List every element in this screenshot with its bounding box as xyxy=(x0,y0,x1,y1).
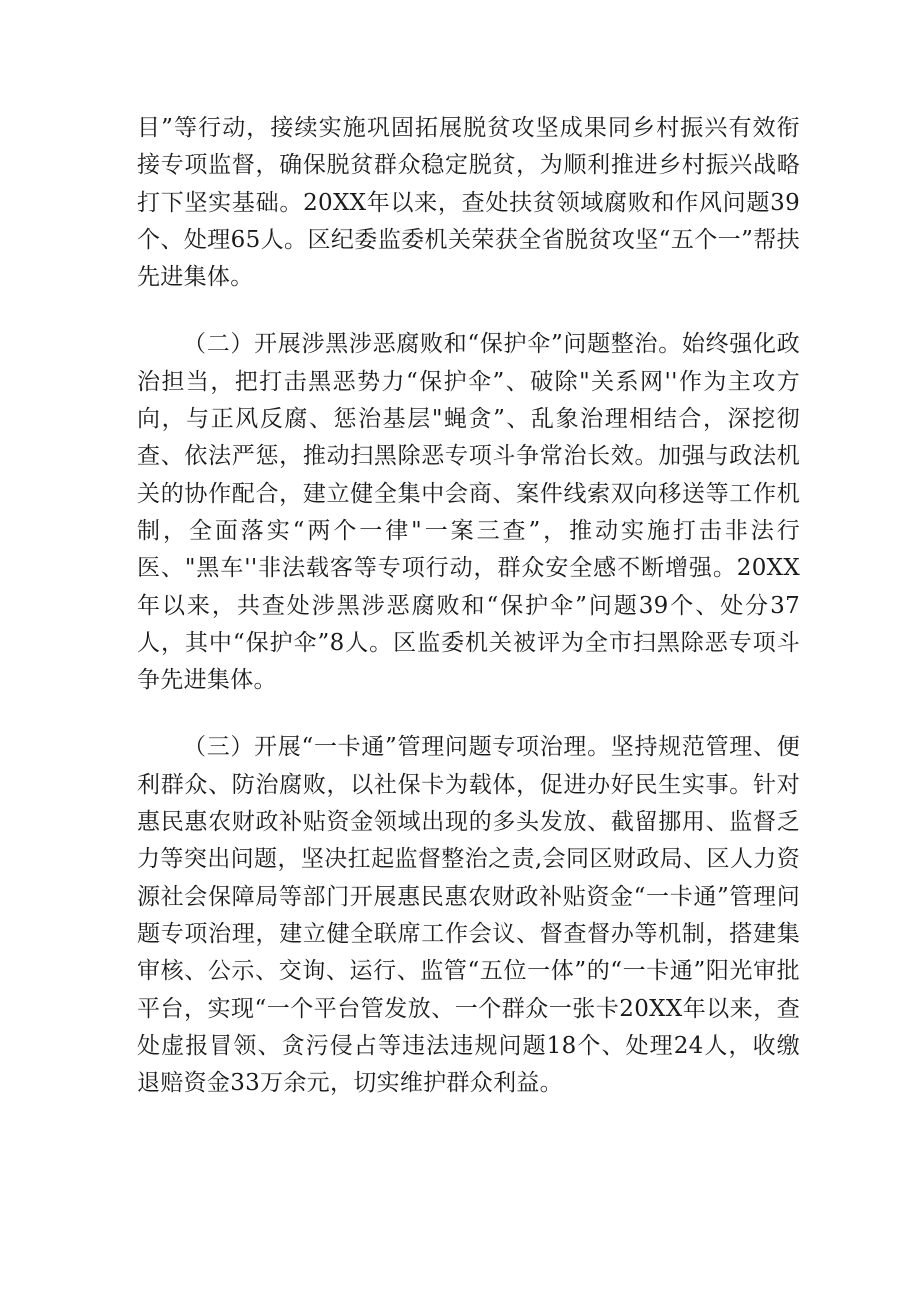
paragraph-continuation: 目”等行动，接续实施巩固拓展脱贫攻坚成果同乡村振兴有效衔接专项监督，确保脱贫群众稳定脱贫，为顺利推进乡村振兴战略打下坚实基础。20XX年以来，查处扶贫领域腐败和作风问题39个、处理65人。区纪委监委机关荣获全省脱贫攻坚“五个一”帮扶先进集体。 xyxy=(137,115,800,291)
paragraph-spacer xyxy=(137,296,800,326)
paragraph-section-2: （二）开展涉黑涉恶腐败和“保护伞”问题整治。始终强化政治担当，把打击黑恶势力“保护伞”、破除"关系网''作为主攻方向，与正风反腐、惩治基层"蝇贪”、乱象治理相结合，深挖彻查、依法严惩，推动扫黑除恶专项斗争常治长效。加强与政法机关的协作配合，建立健全集中会商、案件线索双向移送等工作机制，全面落实“两个一律"一案三查”，推动实施打击非法行医、"黑车''非法载客等专项行动，群众安全感不断增强。20XX年以来，共查处涉黑涉恶腐败和“保护伞”问题39个、处分37人，其中“保护伞”8人。区监委机关被评为全市扫黑除恶专项斗争先进集体。 xyxy=(137,331,800,694)
document-body xyxy=(137,110,800,1102)
paragraph-section-3: （三）开展“一卡通”管理问题专项治理。坚持规范管理、便利群众、防治腐败，以社保卡为载体，促进办好民生实事。针对惠民惠农财政补贴资金领域出现的多头发放、截留挪用、监督乏力等突出问题，坚决扛起监督整治之责,会同区财政局、区人力资源社会保障局等部门开展惠民惠农财政补贴资金“一卡通”管理问题专项治理，建立健全联席工作会议、督查督办等机制，搭建集审核、公示、交询、运行、监管“五位一体”的“一卡通”阳光审批平台，实现“一个平台管发放、一个群众一张卡20XX年以来，查处虚报冒领、贪污侵占等违法违规问题18个、处理24人，收缴退赔资金33万余元，切实维护群众利益。 xyxy=(137,734,800,1097)
paragraph-spacer xyxy=(137,699,800,729)
